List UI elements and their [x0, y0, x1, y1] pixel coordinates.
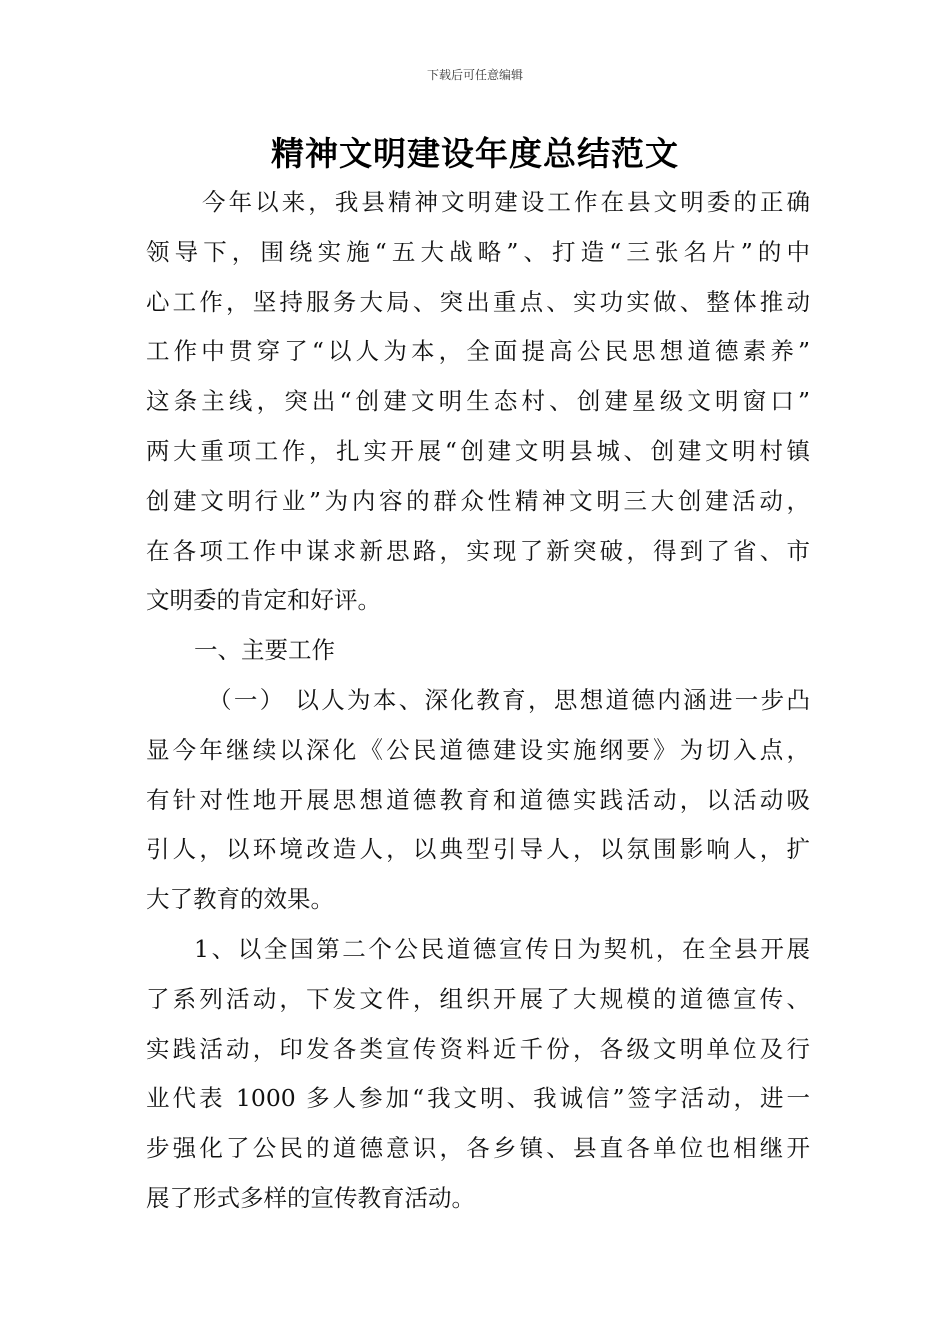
text-line: 显今年继续以深化《公民道德建设实施纲要》为切入点，	[146, 735, 810, 764]
paragraph-intro	[146, 178, 810, 626]
text-line: 展了形式多样的宣传教育活动。	[146, 1183, 475, 1212]
document-title: 精神文明建设年度总结范文	[271, 134, 679, 173]
section-heading-text: 一、主要工作	[194, 636, 335, 665]
text-line: 实践活动，印发各类宣传资料近千份，各级文明单位及行	[146, 1034, 810, 1063]
text-line: 有针对性地开展思想道德教育和道德实践活动，以活动吸	[146, 785, 810, 814]
section-heading	[146, 626, 810, 676]
text-line: 步强化了公民的道德意识，各乡镇、县直各单位也相继开	[146, 1134, 810, 1163]
text-line: （一） 以人为本、深化教育，思想道德内涵进一步凸	[208, 685, 810, 714]
paragraph-item-1	[146, 925, 810, 1224]
text-line: 两大重项工作，扎实开展“创建文明县城、创建文明村镇	[146, 436, 810, 465]
text-line: 1、以全国第二个公民道德宣传日为契机，在全县开展	[194, 934, 810, 963]
text-line: 了系列活动，下发文件，组织开展了大规模的道德宣传、	[146, 984, 810, 1013]
text-line: 工作中贯穿了“以人为本，全面提高公民思想道德素养”	[146, 337, 810, 366]
text-line: 引人，以环境改造人，以典型引导人，以氛围影响人，扩	[146, 835, 810, 864]
text-line: 文明委的肯定和好评。	[146, 586, 381, 615]
document-body	[146, 178, 810, 1224]
text-line: 心工作，坚持服务大局、突出重点、实功实做、整体推动	[146, 287, 810, 316]
text-line: 在各项工作中谋求新思路，实现了新突破，得到了省、市	[146, 536, 810, 565]
text-line: 这条主线，突出“创建文明生态村、创建星级文明窗口”	[146, 387, 810, 416]
page-header: 下载后可任意编辑	[426, 68, 523, 82]
text-line: 领导下，围绕实施“五大战略”、打造“三张名片”的中	[146, 237, 810, 266]
text-line: 业代表 1000 多人参加“我文明、我诚信”签字活动，进一	[146, 1084, 810, 1113]
paragraph-subsection-1	[146, 676, 810, 925]
text-line: 大了教育的效果。	[146, 885, 334, 914]
text-line: 今年以来，我县精神文明建设工作在县文明委的正确	[202, 188, 810, 216]
text-line: 创建文明行业”为内容的群众性精神文明三大创建活动，	[146, 486, 810, 515]
